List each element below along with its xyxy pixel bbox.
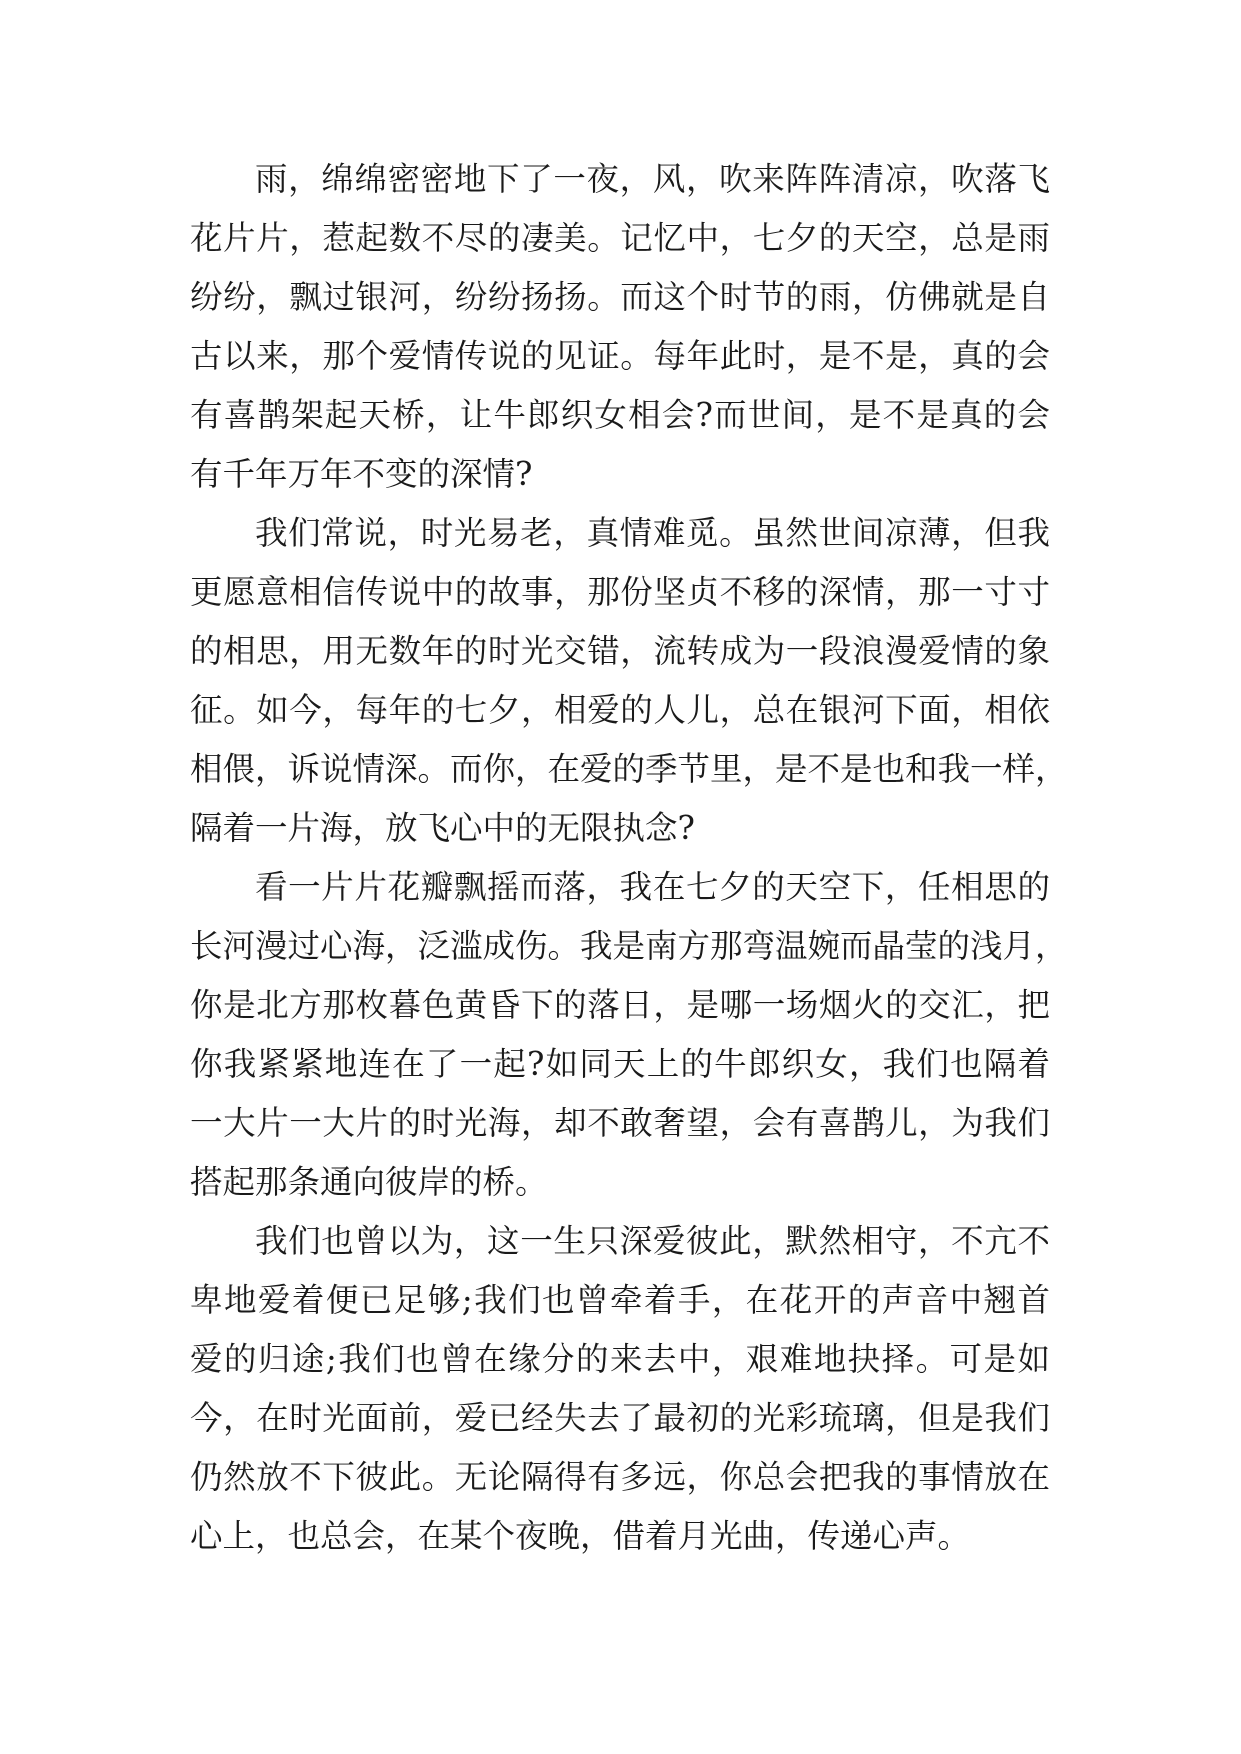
paragraph-1-line-2: 花片片，惹起数不尽的凄美。记忆中，七夕的天空，总是雨: [190, 219, 1050, 257]
paragraph-2-line-6: 隔着一片海，放飞心中的无限执念?: [190, 809, 695, 847]
paragraph-1-line-6: 有千年万年不变的深情?: [190, 455, 533, 493]
paragraph-1-line-5: 有喜鹊架起天桥，让牛郎织女相会?而世间，是不是真的会: [190, 396, 1050, 434]
paragraph-4-line-3: 爱的归途;我们也曾在缘分的来去中，艰难地抉择。可是如: [190, 1340, 1050, 1378]
paragraph-2-line-3: 的相思，用无数年的时光交错，流转成为一段浪漫爱情的象: [190, 632, 1050, 670]
paragraph-1-line-3: 纷纷，飘过银河，纷纷扬扬。而这个时节的雨，仿佛就是自: [190, 278, 1050, 316]
paragraph-4-line-6: 心上，也总会，在某个夜晚，借着月光曲，传递心声。: [190, 1517, 971, 1555]
paragraph-2-line-2: 更愿意相信传说中的故事，那份坚贞不移的深情，那一寸寸: [190, 573, 1050, 611]
paragraph-4-line-1: 我们也曾以为，这一生只深爱彼此，默然相守，不亢不: [255, 1222, 1050, 1260]
paragraph-2-line-4: 征。如今，每年的七夕，相爱的人儿，总在银河下面，相依: [190, 691, 1050, 729]
paragraph-3-line-5: 一大片一大片的时光海，却不敢奢望，会有喜鹊儿，为我们: [190, 1104, 1050, 1142]
paragraph-3-line-2: 长河漫过心海，泛滥成伤。我是南方那弯温婉而晶莹的浅月，: [190, 927, 1068, 965]
paragraph-3-line-6: 搭起那条通向彼岸的桥。: [190, 1163, 548, 1201]
paragraph-4-line-4: 今，在时光面前，爱已经失去了最初的光彩琉璃，但是我们: [190, 1399, 1050, 1437]
paragraph-2-line-1: 我们常说，时光易老，真情难觅。虽然世间凉薄，但我: [255, 514, 1050, 552]
paragraph-2-line-5: 相偎，诉说情深。而你，在爱的季节里，是不是也和我一样，: [190, 750, 1068, 788]
paragraph-3-line-1: 看一片片花瓣飘摇而落，我在七夕的天空下，任相思的: [255, 868, 1050, 906]
paragraph-4-line-5: 仍然放不下彼此。无论隔得有多远，你总会把我的事情放在: [190, 1458, 1050, 1496]
paragraph-4-line-2: 卑地爱着便已足够;我们也曾牵着手，在花开的声音中翘首: [190, 1281, 1050, 1319]
paragraph-3-line-3: 你是北方那枚暮色黄昏下的落日，是哪一场烟火的交汇，把: [190, 986, 1050, 1024]
paragraph-1-line-1: 雨，绵绵密密地下了一夜，风，吹来阵阵清凉，吹落飞: [255, 160, 1050, 198]
paragraph-3-line-4: 你我紧紧地连在了一起?如同天上的牛郎织女，我们也隔着: [190, 1045, 1050, 1083]
paragraph-1-line-4: 古以来，那个爱情传说的见证。每年此时，是不是，真的会: [190, 337, 1050, 375]
